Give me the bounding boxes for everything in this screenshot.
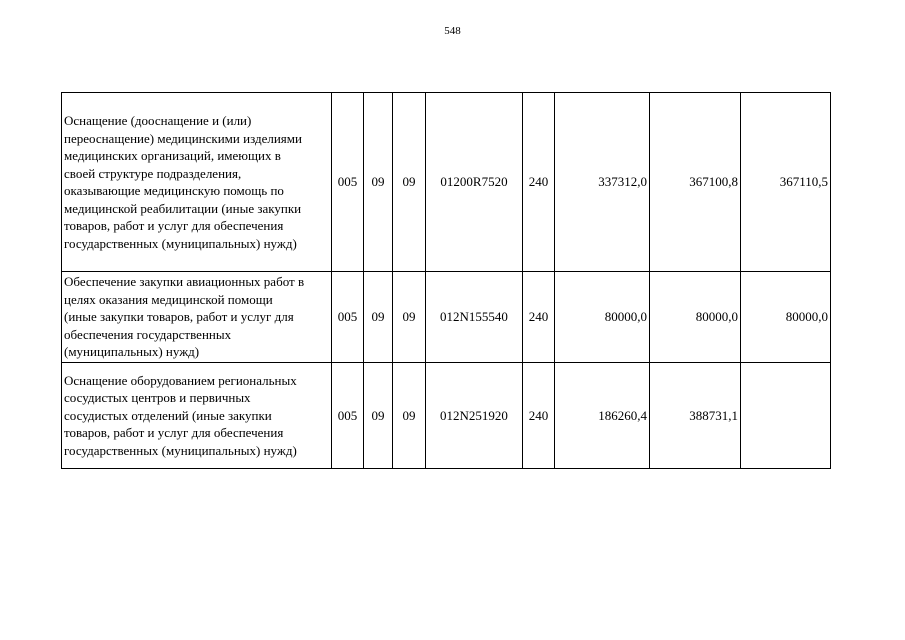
target-article-code: 012N155540 (426, 272, 523, 363)
amount-2: 80000,0 (650, 272, 741, 363)
subsection-code: 09 (393, 363, 426, 469)
row-description: Оснащение оборудованием региональных сосудистых центров и первичных сосудистых отделений (иные закупки товаров, работ и услуг для обеспечения государственных (муниципальных) нужд) (62, 363, 332, 469)
section-code: 09 (364, 93, 393, 272)
target-article-code: 01200R7520 (426, 93, 523, 272)
table-row (62, 93, 831, 272)
amount-3: 367110,5 (741, 93, 831, 272)
subsection-code: 09 (393, 272, 426, 363)
budget-table (61, 92, 831, 469)
page-number: 548 (444, 25, 461, 37)
target-article-code: 012N251920 (426, 363, 523, 469)
row-description: Оснащение (дооснащение и (или) переоснащение) медицинскими изделиями медицинских организаций, имеющих в своей структуре подразделения, оказывающие медицинскую помощь по медицинской реабилитации (иные закупки товаров, работ и услуг для обеспечения государственных (муниципальных) нужд) (62, 93, 332, 272)
subsection-code: 09 (393, 93, 426, 272)
expense-type-code: 240 (523, 363, 555, 469)
table-row (62, 272, 831, 363)
table-row (62, 363, 831, 469)
expense-type-code: 240 (523, 272, 555, 363)
amount-3 (741, 363, 831, 469)
amount-2: 367100,8 (650, 93, 741, 272)
expense-type-code: 240 (523, 93, 555, 272)
section-code: 09 (364, 272, 393, 363)
amount-1: 186260,4 (555, 363, 650, 469)
amount-1: 80000,0 (555, 272, 650, 363)
ministry-code: 005 (332, 93, 364, 272)
ministry-code: 005 (332, 363, 364, 469)
row-description: Обеспечение закупки авиационных работ в целях оказания медицинской помощи (иные закупки товаров, работ и услуг для обеспечения государственных (муниципальных) нужд) (62, 272, 332, 363)
ministry-code: 005 (332, 272, 364, 363)
amount-2: 388731,1 (650, 363, 741, 469)
amount-3: 80000,0 (741, 272, 831, 363)
amount-1: 337312,0 (555, 93, 650, 272)
section-code: 09 (364, 363, 393, 469)
